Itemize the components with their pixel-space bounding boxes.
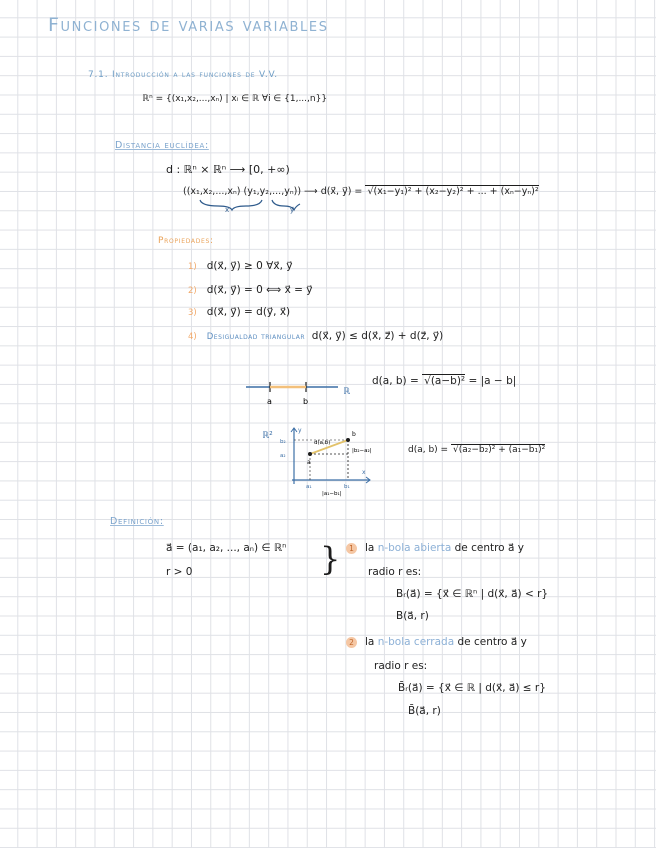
property-text: d(x⃗, y⃗) ≥ 0 ∀x⃗, y⃗ bbox=[206, 260, 293, 272]
open-ball-alt-notation: B(a⃗, r) bbox=[396, 610, 429, 622]
plane-formula-left: d(a, b) = bbox=[408, 445, 449, 455]
item-number-badge: 2 bbox=[346, 637, 357, 648]
open-ball-post: de centro a⃗ y bbox=[454, 542, 524, 554]
property-number: 2) bbox=[188, 286, 197, 296]
line-formula-left: d(a, b) = bbox=[372, 375, 419, 387]
a1-label: a₁ bbox=[306, 484, 312, 490]
real-line-diagram bbox=[240, 376, 365, 406]
distance-heading: Distancia euclídea: bbox=[115, 140, 209, 151]
item-number-badge: 1 bbox=[346, 543, 357, 554]
property-item bbox=[188, 306, 290, 318]
plane-root: √(a₂−b₂)² + (a₁−b₁)² bbox=[452, 445, 546, 455]
distance-map: d : ℝⁿ × ℝⁿ ⟶ [0, +∞) bbox=[166, 163, 290, 176]
b1-label: b₁ bbox=[344, 484, 350, 490]
line-root-content: (a−b)² bbox=[430, 375, 466, 387]
point-b-label: b bbox=[352, 431, 356, 438]
b2-label: b₂ bbox=[280, 439, 286, 445]
properties-heading: Propiedades: bbox=[158, 236, 214, 246]
property-text: d(x⃗, y⃗) ≤ d(x⃗, z⃗) + d(z⃗, y⃗) bbox=[311, 330, 444, 342]
open-ball-formula: Bᵣ(a⃗) = {x⃗ ∈ ℝⁿ | d(x⃗, a⃗) < r} bbox=[396, 588, 549, 600]
section-title: 7.1. Introducción a las funciones de V.V. bbox=[88, 70, 278, 80]
closed-ball-statement bbox=[346, 636, 527, 648]
closed-ball-pre: la bbox=[365, 636, 375, 648]
segment-label: d(a,b) bbox=[314, 440, 331, 446]
property-item bbox=[188, 284, 312, 296]
property-number: 3) bbox=[188, 308, 197, 318]
rn-definition: ℝⁿ = {(x₁,x₂,...,xₙ) | xᵢ ∈ ℝ ∀i ∈ {1,...,n}} bbox=[142, 94, 328, 104]
brace-y-shape bbox=[272, 200, 300, 210]
axis-label: ℝ bbox=[343, 387, 351, 397]
definition-brace: } bbox=[320, 540, 341, 578]
open-ball-radius-line: radio r es: bbox=[368, 566, 422, 578]
closed-ball-post: de centro a⃗ y bbox=[457, 636, 527, 648]
triangle-inequality-label: Desigualdad triangular bbox=[206, 332, 306, 342]
page-title: Funciones de varias variables bbox=[48, 14, 329, 36]
brace-x-shape bbox=[200, 200, 262, 210]
point-a bbox=[308, 452, 312, 456]
closed-ball-formula: B̄ᵣ(a⃗) = {x⃗ ∈ ℝ | d(x⃗, a⃗) ≤ r} bbox=[398, 682, 546, 694]
line-root: √(a−b)² bbox=[424, 375, 466, 387]
plane-label: ℝ² bbox=[262, 431, 273, 441]
open-ball-statement bbox=[346, 542, 524, 554]
distance-formula bbox=[183, 186, 539, 197]
point-a-label: a bbox=[307, 459, 311, 466]
point-b-label: b bbox=[303, 397, 309, 406]
closed-ball-term: n-bola cerrada bbox=[377, 636, 455, 648]
point-a-label: a bbox=[267, 397, 272, 406]
property-text: d(x⃗, y⃗) = 0 ⟺ x⃗ = y⃗ bbox=[206, 284, 313, 296]
definition-heading: Definición: bbox=[110, 516, 164, 527]
plane-root-content: (a₂−b₂)² + (a₁−b₁)² bbox=[458, 445, 546, 455]
horizontal-leg-label: |a₁−b₁| bbox=[322, 491, 342, 497]
center-vector-def: a⃗ = (a₁, a₂, ..., aₙ) ∈ ℝⁿ bbox=[166, 542, 287, 554]
line-formula-right: = |a − b| bbox=[468, 375, 517, 387]
a2-label: a₂ bbox=[280, 453, 286, 459]
distance-root: √(x₁−y₁)² + (x₂−y₂)² + ... + (xₙ−yₙ)² bbox=[367, 186, 539, 197]
property-text: d(x⃗, y⃗) = d(y⃗, x⃗) bbox=[206, 306, 291, 318]
open-ball-pre: la bbox=[365, 542, 375, 554]
plane-diagram bbox=[262, 422, 394, 498]
brace-x-label: x⃗ bbox=[225, 206, 230, 214]
property-number: 4) bbox=[188, 332, 197, 342]
distance-pair: ((x₁,x₂,...,xₙ) (y₁,y₂,...,yₙ)) ⟶ d(x⃗, y⃗) = bbox=[183, 186, 363, 197]
line-distance-formula bbox=[372, 375, 516, 387]
property-number: 1) bbox=[188, 262, 197, 272]
closed-ball-radius-line: radio r es: bbox=[374, 660, 428, 672]
plane-distance-formula bbox=[408, 445, 545, 455]
brace-y-label: y⃗ bbox=[290, 206, 295, 214]
point-b bbox=[346, 438, 350, 442]
open-ball-term: n-bola abierta bbox=[377, 542, 452, 554]
closed-ball-alt-notation: B̄(a⃗, r) bbox=[408, 705, 441, 717]
radius-condition: r > 0 bbox=[166, 566, 193, 578]
property-item bbox=[188, 260, 292, 272]
distance-root-content: (x₁−y₁)² + (x₂−y₂)² + ... + (xₙ−yₙ)² bbox=[373, 186, 539, 197]
x-axis-label: x bbox=[362, 469, 366, 476]
vertical-leg-label: |b₂−a₂| bbox=[352, 448, 372, 454]
y-axis-label: y bbox=[298, 427, 302, 434]
property-item bbox=[188, 330, 443, 342]
